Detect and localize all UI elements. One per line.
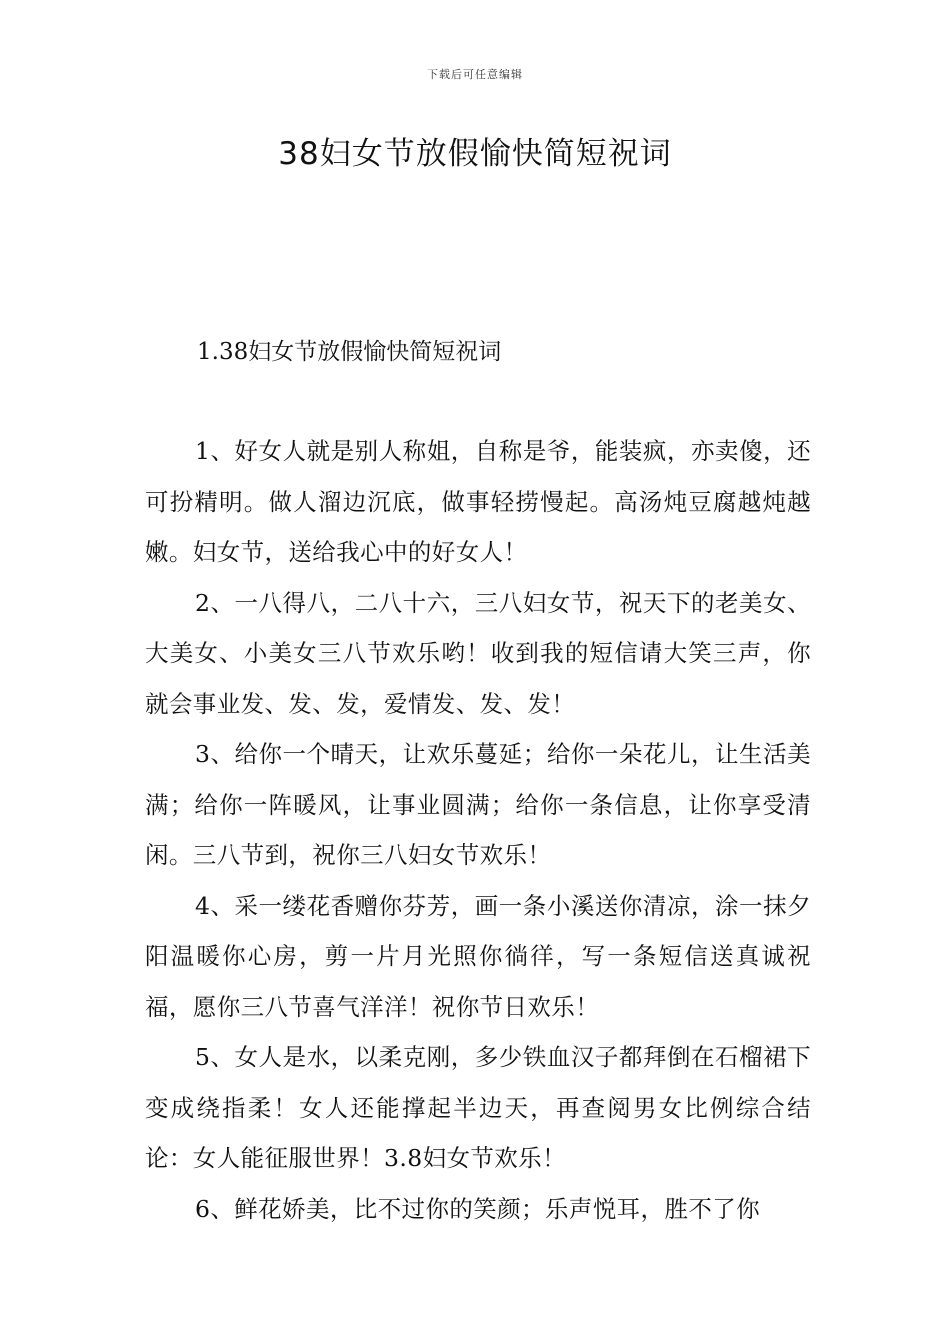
paragraph-5: 5、女人是水，以柔克刚，多少铁血汉子都拜倒在石榴裙下变成绕指柔！女人还能撑起半边天，再查阅男女比例综合结论：女人能征服世界！3.8妇女节欢乐！ (145, 1043, 811, 1172)
header-note: 下载后可任意编辑 (427, 68, 523, 81)
paragraph-2: 2、一八得八，二八十六，三八妇女节，祝天下的老美女、大美女、小美女三八节欢乐哟！收到我的短信请大笑三声，你就会事业发、发、发，爱情发、发、发！ (145, 588, 811, 718)
page-title: 38妇女节放假愉快简短祝词 (278, 136, 672, 172)
section-heading: 1.38妇女节放假愉快简短祝词 (197, 339, 502, 365)
paragraph-1: 1、好女人就是别人称姐，自称是爷，能装疯，亦卖傻，还可扮精明。做人溜边沉底，做事轻捞慢起。高汤炖豆腐越炖越嫩。妇女节，送给我心中的好女人！ (145, 437, 811, 566)
document-body (145, 426, 811, 1234)
paragraph-4: 4、采一缕花香赠你芬芳，画一条小溪送你清凉，涂一抹夕阳温暖你心房，剪一片月光照你徜徉，写一条短信送真诚祝福，愿你三八节喜气洋洋！祝你节日欢乐！ (145, 891, 811, 1021)
paragraph-3: 3、给你一个晴天，让欢乐蔓延；给你一朵花儿，让生活美满；给你一阵暖风，让事业圆满；给你一条信息，让你享受清闲。三八节到，祝你三八妇女节欢乐！ (145, 740, 811, 869)
paragraph-6: 6、鲜花娇美，比不过你的笑颜；乐声悦耳，胜不了你 (195, 1194, 761, 1223)
